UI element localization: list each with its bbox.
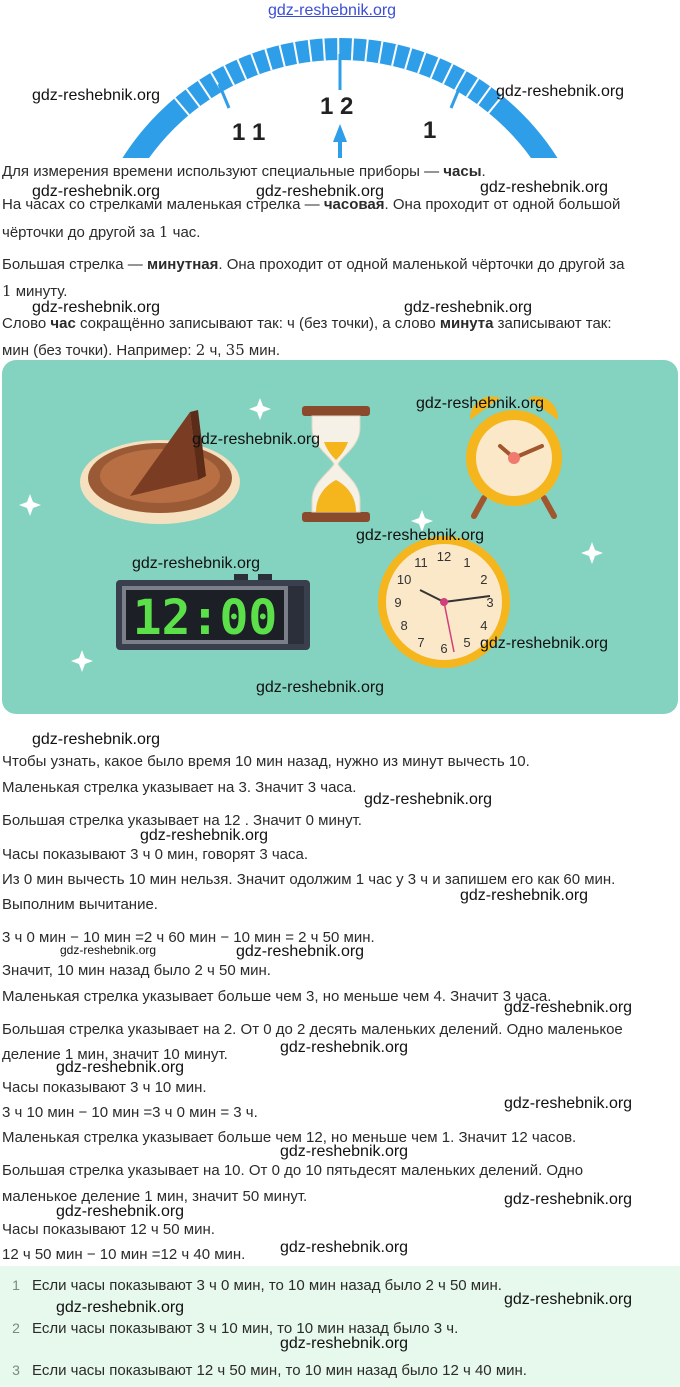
clock-face-number: 7	[417, 634, 425, 650]
answers-block	[0, 1266, 680, 1387]
clock-face-number: 4	[480, 618, 488, 633]
solution-line-5: Из 0 мин вычесть 10 мин нельзя. Значит одолжим 1 час у 3 ч и запишем его как 60 мин.	[2, 871, 616, 888]
watermark: gdz-reshebnik.org	[280, 1335, 409, 1352]
solution-line-2: Маленькая стрелка указывает на 3. Значит 3 часа.	[2, 779, 357, 796]
answer-item: 2 Если часы показывают 3 ч 10 мин, то 10 мин назад было 3 ч.	[12, 1320, 459, 1337]
solution-line-1: Чтобы узнать, какое было время 10 мин назад, нужно из минут вычесть 10.	[2, 753, 530, 770]
watermark: gdz-reshebnik.org	[236, 943, 365, 960]
watermark: gdz-reshebnik.org	[256, 679, 385, 696]
watermark: gdz-reshebnik.org	[56, 1059, 185, 1076]
watermark: gdz-reshebnik.org	[364, 791, 493, 808]
clock-face-number: 3	[486, 595, 494, 610]
intro-line-5: 1 минуту.	[2, 282, 68, 300]
watermark: gdz-reshebnik.org	[32, 183, 161, 200]
solution-line-10: Большая стрелка указывает на 2. От 0 до 2 десять маленьких делений. Одно маленькое	[2, 1021, 623, 1038]
clock-face-number: 11	[414, 555, 428, 571]
clock-face-number: 5	[463, 634, 471, 650]
clock-face-number: 1	[463, 555, 471, 571]
solution-line-9: Маленькая стрелка указывает больше чем 3, но меньше чем 4. Значит 3 часа.	[2, 988, 552, 1005]
solution-line-3: Большая стрелка указывает на 12 . Значит 0 минут.	[2, 812, 362, 829]
watermark-link[interactable]: gdz-reshebnik.org	[268, 2, 397, 19]
solution-line-13: 3 ч 10 мин − 10 мин =3 ч 0 мин = 3 ч.	[2, 1104, 258, 1121]
solution-line-18: 12 ч 50 мин − 10 мин =12 ч 40 мин.	[2, 1246, 246, 1263]
watermark: gdz-reshebnik.org	[56, 1203, 185, 1220]
clock-arc-illustration	[0, 0, 680, 160]
watermark: gdz-reshebnik.org	[140, 827, 269, 844]
solution-line-7: 3 ч 0 мин − 10 мин =2 ч 60 мин − 10 мин = 2 ч 50 мин.	[2, 929, 375, 946]
watermark: gdz-reshebnik.org	[480, 635, 609, 652]
solution-line-8: Значит, 10 мин назад было 2 ч 50 мин.	[2, 962, 271, 979]
solution-line-14: Маленькая стрелка указывает больше чем 12, но меньше чем 1. Значит 12 часов.	[2, 1129, 577, 1146]
watermark: gdz-reshebnik.org	[192, 431, 321, 448]
intro-line-1: Для измерения времени используют специальные приборы — часы.	[2, 163, 486, 180]
solution-line-12: Часы показывают 3 ч 10 мин.	[2, 1079, 207, 1096]
watermark: gdz-reshebnik.org	[280, 1239, 409, 1256]
clock-face-number: 10	[396, 572, 412, 587]
solution-line-4: Часы показывают 3 ч 0 мин, говорят 3 часа.	[2, 846, 309, 863]
watermark: gdz-reshebnik.org	[32, 299, 161, 316]
intro-line-3: чёрточки до другой за 1 час.	[2, 223, 201, 241]
watermark: gdz-reshebnik.org	[132, 555, 261, 572]
watermark: gdz-reshebnik.org	[416, 395, 545, 412]
clock-face-number: 9	[394, 595, 402, 610]
watermark: gdz-reshebnik.org	[504, 1191, 633, 1208]
watermark: gdz-reshebnik.org	[480, 179, 609, 196]
intro-line-4: Большая стрелка — минутная. Она проходит от одной маленькой чёрточки до другой за	[2, 256, 625, 273]
watermark: gdz-reshebnik.org	[280, 1039, 409, 1056]
hero-number-11: 1 1	[232, 119, 266, 146]
answer-item: 3 Если часы показывают 12 ч 50 мин, то 10 мин назад было 12 ч 40 мин.	[12, 1362, 527, 1379]
solution-line-16: маленькое деление 1 мин, значит 50 минут.	[2, 1188, 308, 1205]
clock-face-number: 6	[440, 641, 448, 656]
watermark: gdz-reshebnik.org	[504, 999, 633, 1016]
solution-line-6: Выполним вычитание.	[2, 896, 158, 913]
solution-line-17: Часы показывают 12 ч 50 мин.	[2, 1221, 215, 1238]
clock-face-number: 2	[480, 572, 488, 587]
clock-face-number: 12	[436, 549, 452, 564]
sundial-icon	[80, 410, 240, 524]
intro-line-6: Слово час сокращённо записывают так: ч (без точки), а слово минута записывают так:	[2, 315, 612, 332]
solution-line-11: деление 1 мин, значит 10 минут.	[2, 1046, 228, 1063]
alarm-clock-icon	[466, 396, 562, 516]
digital-clock-display: 12:00	[132, 590, 278, 646]
clocks-illustration-panel	[2, 360, 678, 714]
watermark: gdz-reshebnik.org	[356, 527, 485, 544]
watermark: gdz-reshebnik.org	[32, 731, 161, 748]
watermark: gdz-reshebnik.org	[56, 1299, 185, 1316]
watermark: gdz-reshebnik.org	[60, 943, 157, 957]
intro-line-7: мин (без точки). Например: 2 ч, 35 мин.	[2, 341, 281, 359]
hero-number-1: 1	[423, 117, 437, 144]
arrow-up-icon	[333, 124, 347, 158]
watermark: gdz-reshebnik.org	[496, 83, 625, 100]
hourglass-icon	[302, 406, 370, 522]
watermark: gdz-reshebnik.org	[404, 299, 533, 316]
watermark: gdz-reshebnik.org	[504, 1291, 633, 1308]
watermark: gdz-reshebnik.org	[32, 87, 161, 104]
hero-number-12: 1 2	[320, 93, 354, 120]
watermark: gdz-reshebnik.org	[280, 1143, 409, 1160]
watermark: gdz-reshebnik.org	[504, 1095, 633, 1112]
clock-face-number: 8	[400, 618, 408, 633]
answer-item: 1 Если часы показывают 3 ч 0 мин, то 10 мин назад было 2 ч 50 мин.	[12, 1277, 502, 1294]
watermark: gdz-reshebnik.org	[256, 183, 385, 200]
solution-line-15: Большая стрелка указывает на 10. От 0 до 10 пятьдесят маленьких делений. Одно	[2, 1162, 584, 1179]
intro-line-2: На часах со стрелками маленькая стрелка — часовая. Она проходит от одной большой	[2, 196, 621, 213]
watermark: gdz-reshebnik.org	[460, 887, 589, 904]
digital-clock-icon	[116, 574, 310, 650]
